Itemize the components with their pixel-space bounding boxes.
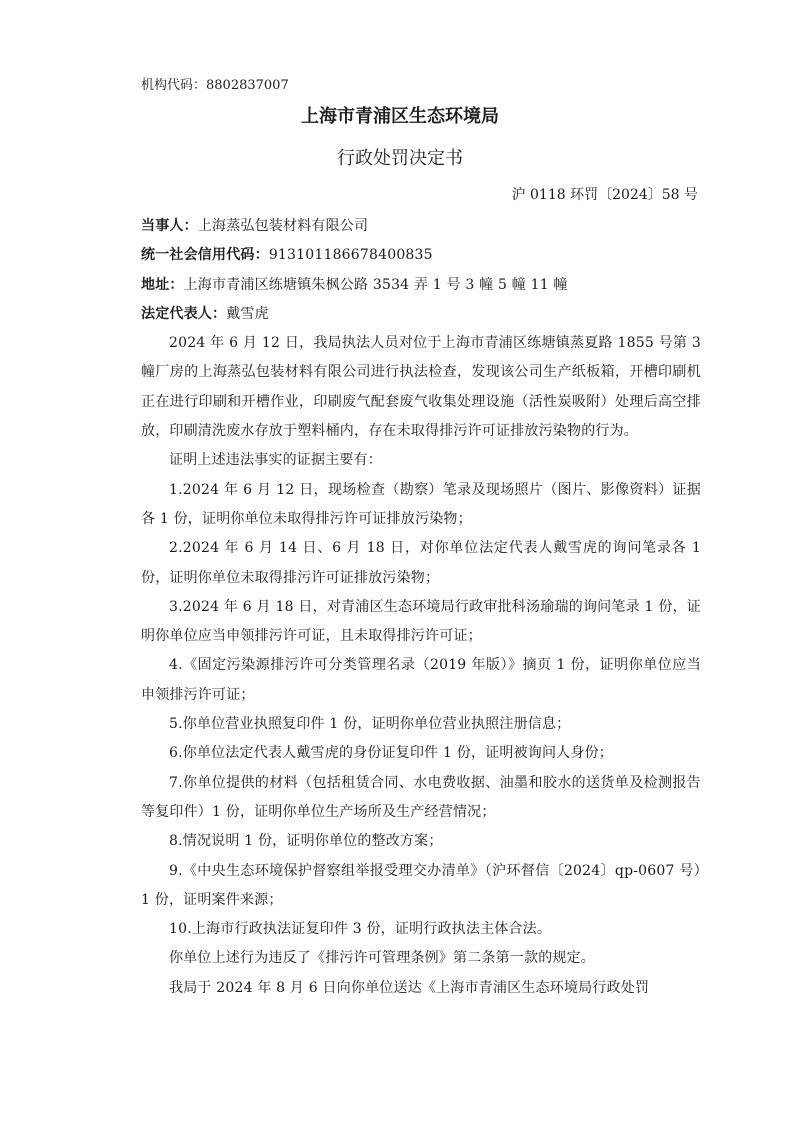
evidence-intro: 证明上述违法事实的证据主要有： (169, 452, 382, 469)
credit-code-row (141, 241, 701, 270)
evidence-item: 10.上海市行政执法证复印件 3 份，证明行政执法主体合法。 (169, 921, 552, 938)
credit-code: 913101186678400835 (268, 247, 433, 264)
address-label: 地址： (141, 276, 184, 293)
address: 上海市青浦区练塘镇朱枫公路 3534 弄 1 号 3 幢 5 幢 11 幢 (183, 276, 568, 293)
document-title: 行政处罚决定书 (337, 148, 463, 169)
party-name-row (141, 212, 701, 241)
facts-paragraph: 2024 年 6 月 12 日，我局执法人员对位于上海市青浦区练塘镇蒸夏路 1855 号第 3 幢厂房的上海蒸弘包装材料有限公司进行执法检查，发现该公司生产纸板箱，开槽印刷机正在进行印刷和开槽作业，印刷废气配套废气收集处理设施（活性炭吸附）处理后高空排放，印刷清洗废水存放于塑料桶内，存在未取得排污许可证排放污染物的行为。 (141, 335, 701, 440)
evidence-item: 8.情况说明 1 份，证明你单位的整改方案； (169, 833, 443, 850)
org-code-value: 8802837007 (206, 78, 289, 93)
evidence-item: 7.你单位提供的材料（包括租赁合同、水电费收据、油墨和胶水的送货单及检测报告等复印件）1 份，证明你单位生产场所及生产经营情况； (141, 774, 701, 820)
document-body (141, 212, 701, 1003)
document-number: 沪 0118 环罚〔2024〕58 号 (511, 187, 698, 203)
legal-rep-row (141, 300, 701, 329)
legal-rep-label: 法定代表人： (141, 305, 227, 322)
legal-rep: 戴雪虎 (226, 305, 269, 322)
evidence-item: 1.2024 年 6 月 12 日，现场检查（勘察）笔录及现场照片（图片、影像资料）证据各 1 份，证明你单位未取得排污许可证排放污染物； (141, 481, 701, 527)
org-code-label: 机构代码： (141, 78, 207, 93)
org-code-line (141, 77, 289, 95)
credit-code-label: 统一社会信用代码： (141, 247, 269, 264)
party-name: 上海蒸弘包装材料有限公司 (197, 218, 369, 234)
evidence-item: 5.你单位营业执照复印件 1 份，证明你单位营业执照注册信息； (169, 716, 571, 733)
evidence-item: 3.2024 年 6 月 18 日，对青浦区生态环境局行政审批科汤瑜瑞的询问笔录 1 份，证明你单位应当申领排污许可证，且未取得排污许可证； (141, 598, 701, 645)
evidence-item: 2.2024 年 6 月 14 日、6 月 18 日，对你单位法定代表人戴雪虎的询问笔录各 1 份，证明你单位未取得排污许可证排放污染物； (141, 540, 701, 586)
evidence-item: 4.《固定污染源排污许可分类管理名录（2019 年版）》摘页 1 份，证明你单位应当申领排污许可证； (141, 657, 701, 703)
evidence-item: 6.你单位法定代表人戴雪虎的身份证复印件 1 份，证明被询问人身份； (169, 745, 613, 762)
notice-paragraph: 我局于 2024 年 8 月 6 日向你单位送达《上海市青浦区生态环境局行政处罚 (169, 979, 650, 996)
agency-title: 上海市青浦区生态环境局 (301, 106, 499, 127)
violation-paragraph: 你单位上述行为违反了《排污许可管理条例》第二条第一款的规定。 (169, 950, 595, 967)
party-name-label: 当事人： (141, 218, 198, 234)
evidence-item: 9.《中央生态环境保护督察组举报受理交办清单》（沪环督信〔2024〕qp-0607 号）1 份，证明案件来源； (141, 862, 701, 908)
address-row (141, 271, 701, 300)
